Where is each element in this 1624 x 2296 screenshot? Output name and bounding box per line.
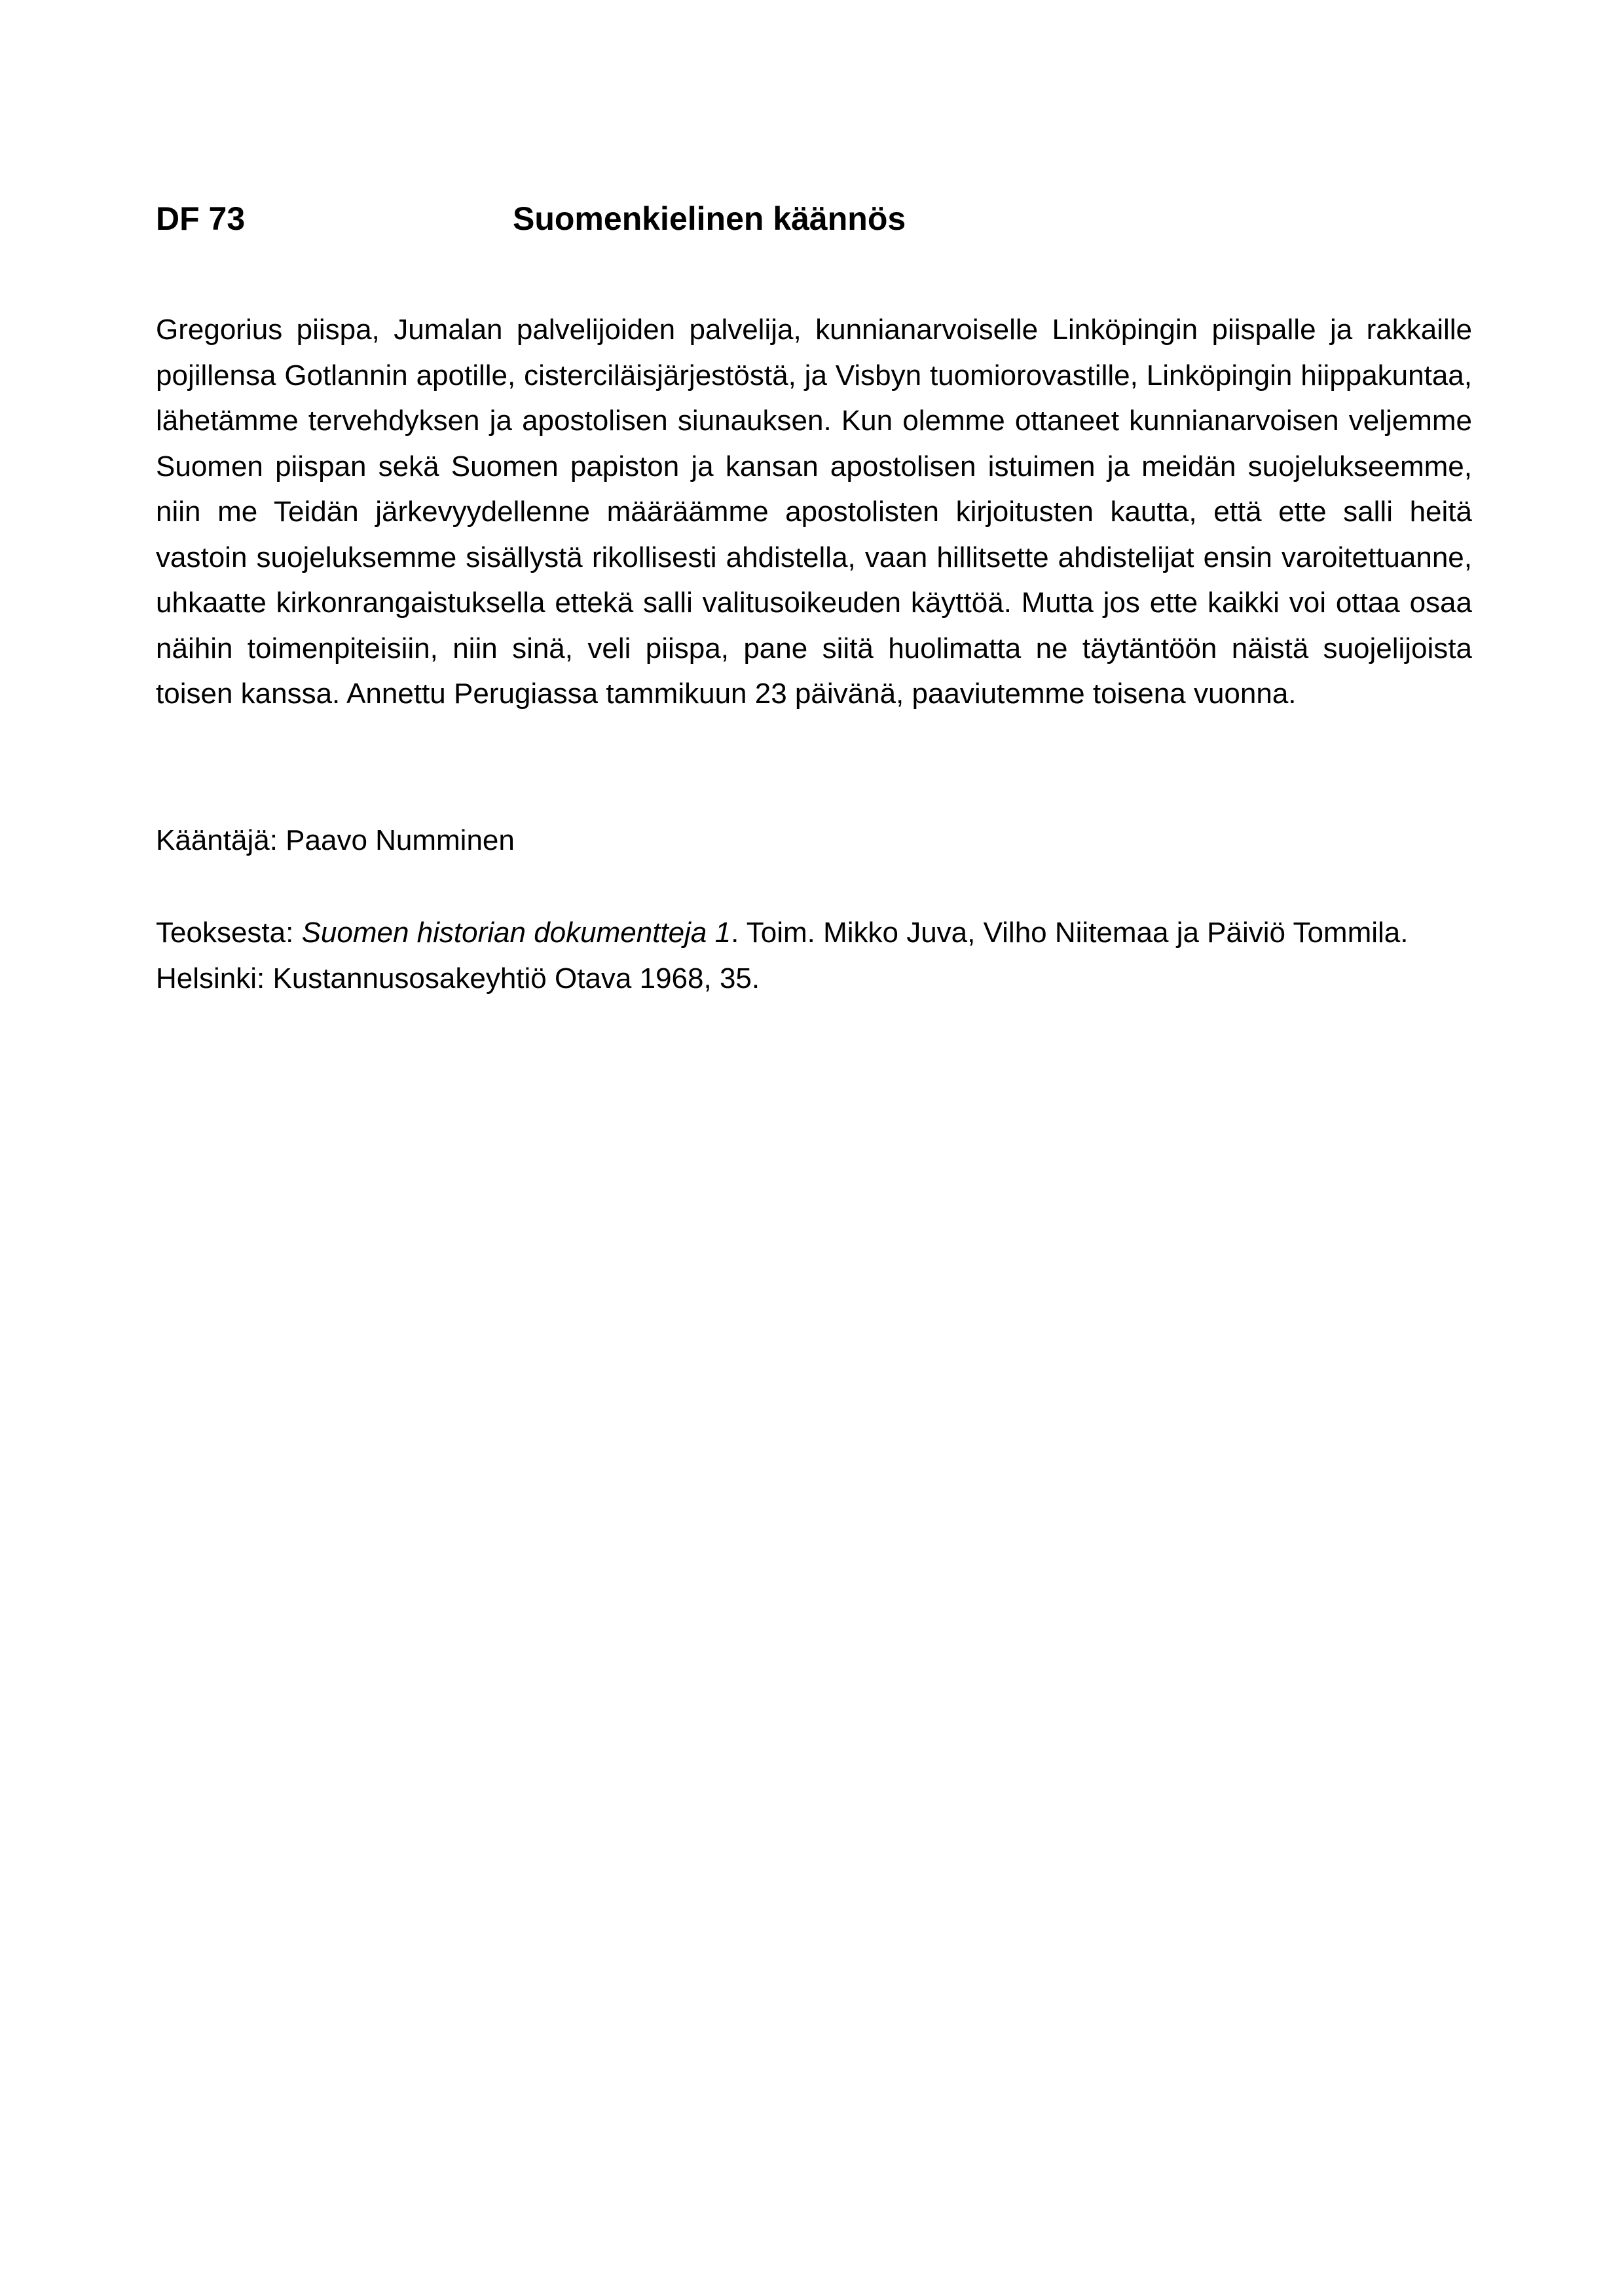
- document-heading: [156, 195, 1472, 242]
- translator-line: Kääntäjä: Paavo Numminen: [156, 824, 515, 856]
- source-prefix: Teoksesta:: [156, 917, 302, 949]
- document-id: DF 73: [156, 200, 246, 237]
- source-work-title: Suomen historian dokumentteja 1: [301, 917, 731, 949]
- document-page: [156, 0, 1472, 2296]
- document-title: Suomenkielinen käännös: [513, 200, 906, 237]
- source-editors: . Toim. Mikko Juva, Vilho Niitemaa ja Päiviö Tommila.: [731, 917, 1409, 949]
- body-paragraph: Gregorius piispa, Jumalan palvelijoiden palvelija, kunnianarvoiselle Linköpingin piispalle ja rakkaille pojillensa Gotlannin apotille, cisterciläisjärjestöstä, ja Visbyn tuomiorovastille, Linköpingin hiippakuntaa, lähetämme tervehdyksen ja apostolisen siunauksen. Kun olemme ottaneet kunnianarvoisen veljemme Suomen piispan sekä Suomen papiston ja kansan apostolisen istuimen ja meidän suojelukseemme, niin me Teidän järkevyydellenne määräämme apostolisten kirjoitusten kautta, että ette salli heitä vastoin suojeluksemme sisällystä rikollisesti ahdistella, vaan hillitsette ahdistelijat ensin varoitettuanne, uhkaatte kirkonrangaistuksella ettekä salli valitusoikeuden käyttöä. Mutta jos ette kaikki voi ottaa osaa näihin toimenpiteisiin, niin sinä, veli piispa, pane siitä huolimatta ne täytäntöön näistä suojelijoista toisen kanssa. Annettu Perugiassa tammikuun 23 päivänä, paaviutemme toisena vuonna.: [156, 314, 1472, 710]
- source-citation: [156, 910, 1472, 1001]
- source-publisher: Helsinki: Kustannusosakeyhtiö Otava 1968, 35.: [156, 962, 760, 994]
